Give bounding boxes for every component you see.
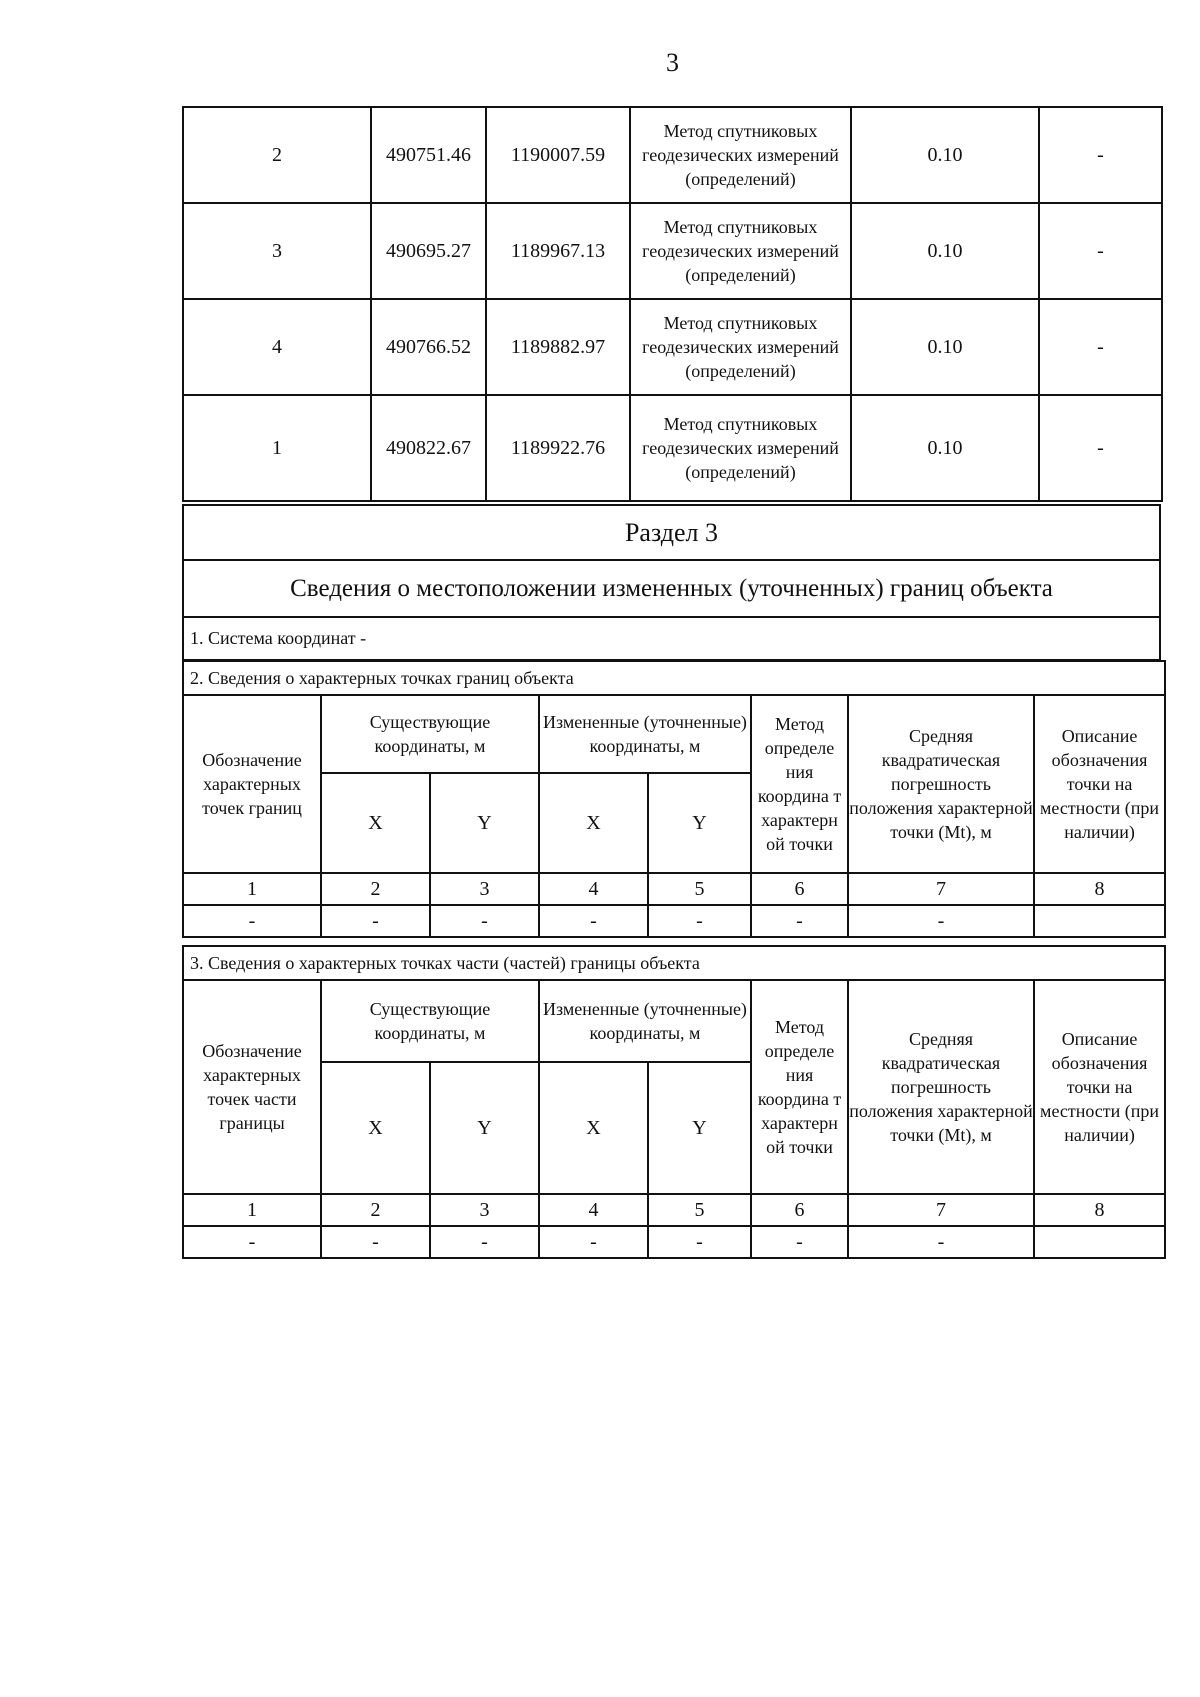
empty-row — [183, 905, 1165, 937]
column-number: 7 — [848, 1194, 1034, 1226]
column-number: 3 — [430, 873, 539, 905]
header-description: Описание обозначения точки на местности (при наличии) — [1034, 980, 1165, 1194]
point-number: 2 — [183, 107, 371, 203]
point-row — [183, 203, 1162, 299]
header-y: Y — [648, 1062, 751, 1194]
empty-cell: - — [430, 1226, 539, 1258]
y-coordinate: 1189922.76 — [486, 395, 630, 501]
header-existing-coords: Существующие координаты, м — [321, 980, 539, 1062]
empty-cell: - — [430, 905, 539, 937]
column-number-row — [183, 873, 1165, 905]
accuracy-cell: 0.10 — [851, 107, 1039, 203]
column-number: 6 — [751, 1194, 848, 1226]
points-table — [182, 106, 1163, 502]
header-y: Y — [648, 773, 751, 873]
empty-cell: - — [648, 1226, 751, 1258]
empty-cell: - — [751, 1226, 848, 1258]
empty-cell: - — [321, 905, 430, 937]
column-number: 8 — [1034, 873, 1165, 905]
column-number: 4 — [539, 873, 648, 905]
column-number: 2 — [321, 1194, 430, 1226]
point-number: 4 — [183, 299, 371, 395]
empty-cell: - — [321, 1226, 430, 1258]
header-x: X — [539, 773, 648, 873]
empty-cell: - — [183, 905, 321, 937]
header-x: X — [321, 773, 430, 873]
y-coordinate: 1189967.13 — [486, 203, 630, 299]
point-number: 3 — [183, 203, 371, 299]
header-designation: Обозначение характерных точек границ — [183, 695, 321, 873]
accuracy-cell: 0.10 — [851, 395, 1039, 501]
header-mean-error: Средняя квадратическая погрешность положения характерной точки (Mt), м — [848, 695, 1034, 873]
column-number: 1 — [183, 873, 321, 905]
x-coordinate: 490766.52 — [371, 299, 486, 395]
header-method: Метод определе ния координа т характерн ой точки — [751, 695, 848, 873]
coordinate-system: 1. Система координат - — [183, 617, 1160, 660]
header-changed-coords: Измененные (уточненные) координаты, м — [539, 695, 751, 773]
header-changed-coords: Измененные (уточненные) координаты, м — [539, 980, 751, 1062]
column-number: 1 — [183, 1194, 321, 1226]
description-cell: - — [1039, 107, 1162, 203]
empty-cell: - — [848, 1226, 1034, 1258]
section-subtitle: Сведения о местоположении измененных (уточненных) границ объекта — [183, 560, 1160, 617]
accuracy-cell: 0.10 — [851, 299, 1039, 395]
header-y: Y — [430, 773, 539, 873]
column-number: 6 — [751, 873, 848, 905]
point-row — [183, 395, 1162, 501]
border-points-table — [182, 660, 1166, 938]
page-number: 3 — [666, 48, 679, 77]
description-cell: - — [1039, 203, 1162, 299]
header-x: X — [321, 1062, 430, 1194]
section-title: Раздел 3 — [183, 505, 1160, 560]
point-row — [183, 299, 1162, 395]
column-number: 5 — [648, 1194, 751, 1226]
sub2-caption: 2. Сведения о характерных точках границ объекта — [183, 661, 1165, 695]
header-x: X — [539, 1062, 648, 1194]
header-description: Описание обозначения точки на местности (при наличии) — [1034, 695, 1165, 873]
description-cell: - — [1039, 299, 1162, 395]
point-row — [183, 107, 1162, 203]
y-coordinate: 1189882.97 — [486, 299, 630, 395]
sub3-caption: 3. Сведения о характерных точках части (частей) границы объекта — [183, 946, 1165, 980]
column-number-row — [183, 1194, 1165, 1226]
empty-cell: - — [183, 1226, 321, 1258]
description-cell: - — [1039, 395, 1162, 501]
column-number: 7 — [848, 873, 1034, 905]
header-existing-coords: Существующие координаты, м — [321, 695, 539, 773]
empty-cell: - — [848, 905, 1034, 937]
method-cell: Метод спутниковых геодезических измерений (определений) — [630, 203, 851, 299]
header-y: Y — [430, 1062, 539, 1194]
empty-cell — [1034, 905, 1165, 937]
method-cell: Метод спутниковых геодезических измерений (определений) — [630, 299, 851, 395]
column-number: 4 — [539, 1194, 648, 1226]
header-method: Метод определе ния координа т характерн ой точки — [751, 980, 848, 1194]
header-designation: Обозначение характерных точек части границы — [183, 980, 321, 1194]
x-coordinate: 490822.67 — [371, 395, 486, 501]
section-header-table — [182, 504, 1161, 661]
x-coordinate: 490751.46 — [371, 107, 486, 203]
part-border-points-table — [182, 945, 1166, 1259]
accuracy-cell: 0.10 — [851, 203, 1039, 299]
empty-cell — [1034, 1226, 1165, 1258]
column-number: 5 — [648, 873, 751, 905]
header-mean-error: Средняя квадратическая погрешность положения характерной точки (Mt), м — [848, 980, 1034, 1194]
y-coordinate: 1190007.59 — [486, 107, 630, 203]
x-coordinate: 490695.27 — [371, 203, 486, 299]
column-number: 3 — [430, 1194, 539, 1226]
empty-cell: - — [539, 905, 648, 937]
points-table-body — [183, 107, 1162, 501]
empty-cell: - — [648, 905, 751, 937]
method-cell: Метод спутниковых геодезических измерений (определений) — [630, 395, 851, 501]
column-number: 2 — [321, 873, 430, 905]
method-cell: Метод спутниковых геодезических измерений (определений) — [630, 107, 851, 203]
column-number: 8 — [1034, 1194, 1165, 1226]
empty-cell: - — [539, 1226, 648, 1258]
empty-cell: - — [751, 905, 848, 937]
point-number: 1 — [183, 395, 371, 501]
empty-row — [183, 1226, 1165, 1258]
